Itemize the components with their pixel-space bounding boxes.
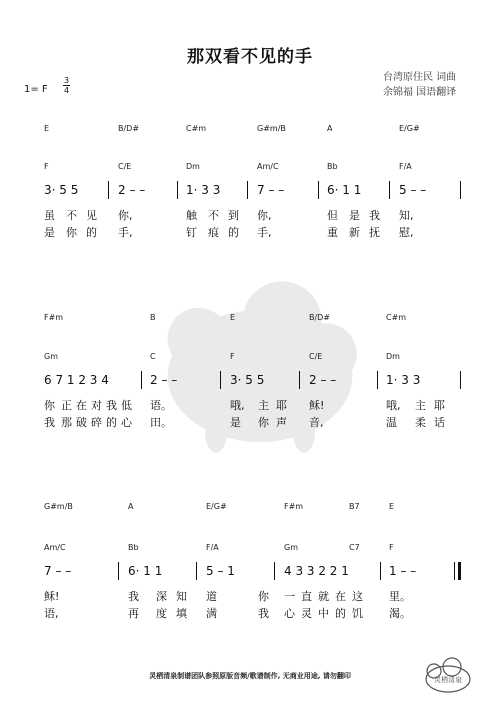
measure-notes: 6· 1 1 bbox=[327, 183, 362, 197]
lyric-verse1: 稣! bbox=[309, 399, 325, 412]
sheep-logo-icon bbox=[422, 655, 474, 695]
lyric-verse1: 一 bbox=[284, 590, 295, 603]
chord-lower: F/A bbox=[206, 543, 219, 552]
final-bar-thin bbox=[454, 562, 455, 580]
lyric-verse1: 道 bbox=[206, 590, 217, 603]
chord-upper: G#m/B bbox=[257, 124, 286, 133]
logo-text: 灵栖清泉 bbox=[434, 676, 462, 684]
chord-lower: Bb bbox=[327, 162, 338, 171]
chord-upper: F#m bbox=[284, 502, 304, 511]
bar-line bbox=[318, 181, 319, 199]
chord-upper: E bbox=[230, 313, 236, 322]
bar-line bbox=[220, 371, 221, 389]
chord-upper: C#m bbox=[186, 124, 207, 133]
lyric-verse1: 这 bbox=[352, 590, 363, 603]
lyric-verse1: 耶 bbox=[434, 399, 445, 412]
measure-notes: 6 7 1 2 3 4 bbox=[44, 373, 109, 387]
bar-line bbox=[380, 562, 381, 580]
lyric-verse2: 满 bbox=[206, 607, 217, 620]
lyric-verse2: 再 bbox=[128, 607, 139, 620]
lyric-verse2: 填 bbox=[176, 607, 187, 620]
lyric-verse2: 手, bbox=[257, 226, 272, 239]
chord-upper: A bbox=[327, 124, 333, 133]
measure-notes: 6· 1 1 bbox=[128, 564, 163, 578]
lyric-verse2: 中 bbox=[318, 607, 329, 620]
lyric-verse2: 话 bbox=[434, 416, 445, 429]
chord-lower: F bbox=[389, 543, 394, 552]
lyric-verse2: 田。 bbox=[150, 416, 172, 429]
lyric-verse1: 你, bbox=[257, 209, 272, 222]
bar-line bbox=[299, 371, 300, 389]
lyric-verse2: 温 bbox=[386, 416, 397, 429]
measure-notes: 3· 5 5 bbox=[230, 373, 265, 387]
lyric-verse1: 知 bbox=[176, 590, 187, 603]
chord-lower: Am/C bbox=[44, 543, 66, 552]
lyric-verse2: 我 bbox=[44, 416, 55, 429]
measure-notes: 5 – – bbox=[399, 183, 427, 197]
chord-upper: B/D# bbox=[118, 124, 140, 133]
lyric-verse1: 直 bbox=[301, 590, 312, 603]
lyric-verse1: 语。 bbox=[150, 399, 172, 412]
final-bar-thick bbox=[458, 562, 461, 580]
lyric-verse1: 在 bbox=[76, 399, 87, 412]
chord-upper: F#m bbox=[44, 313, 64, 322]
bar-line bbox=[460, 181, 461, 199]
lyric-verse1: 见 bbox=[86, 209, 97, 222]
chord-lower: Gm bbox=[284, 543, 298, 552]
lyric-verse1: 不 bbox=[66, 209, 77, 222]
chord-lower: C7 bbox=[349, 543, 360, 552]
lyric-verse1: 我 bbox=[128, 590, 139, 603]
chord-lower: C bbox=[150, 352, 156, 361]
lyric-verse1: 哦, bbox=[230, 399, 245, 412]
measure-notes: 7 – – bbox=[257, 183, 285, 197]
lyric-verse1: 知, bbox=[399, 209, 414, 222]
chord-lower: C/E bbox=[118, 162, 132, 171]
lyric-verse2: 钉 bbox=[186, 226, 197, 239]
lyric-verse2: 抚 bbox=[369, 226, 380, 239]
chord-lower: Dm bbox=[186, 162, 200, 171]
lyric-verse2: 柔 bbox=[415, 416, 426, 429]
lyric-verse1: 虽 bbox=[44, 209, 55, 222]
lyric-verse1: 到 bbox=[228, 209, 239, 222]
lyric-verse2: 心 bbox=[284, 607, 295, 620]
lyric-verse1: 不 bbox=[208, 209, 219, 222]
lyric-verse2: 的 bbox=[335, 607, 346, 620]
bar-line bbox=[108, 181, 109, 199]
bar-line bbox=[196, 562, 197, 580]
lyric-verse2: 我 bbox=[258, 607, 269, 620]
lyric-verse1: 低 bbox=[121, 399, 132, 412]
lyric-verse1: 你 bbox=[258, 590, 269, 603]
chord-lower: F/A bbox=[399, 162, 412, 171]
measure-notes: 3· 5 5 bbox=[44, 183, 79, 197]
bar-line bbox=[247, 181, 248, 199]
song-title: 那双看不见的手 bbox=[187, 47, 313, 67]
lyric-verse2: 灵 bbox=[301, 607, 312, 620]
lyric-verse1: 稣! bbox=[44, 590, 60, 603]
measure-notes: 2 – – bbox=[309, 373, 337, 387]
lyric-verse1: 对 bbox=[91, 399, 102, 412]
chord-upper: B/D# bbox=[309, 313, 331, 322]
lyric-verse1: 主 bbox=[258, 399, 269, 412]
lyric-verse1: 就 bbox=[318, 590, 329, 603]
lyric-verse2: 是 bbox=[44, 226, 55, 239]
lyric-verse1: 但 bbox=[327, 209, 338, 222]
lyric-verse1: 里。 bbox=[389, 590, 411, 603]
chord-lower: F bbox=[230, 352, 235, 361]
chord-lower: Am/C bbox=[257, 162, 279, 171]
lyric-verse1: 耶 bbox=[276, 399, 287, 412]
bar-line bbox=[274, 562, 275, 580]
lyric-verse2: 那 bbox=[61, 416, 72, 429]
lyric-verse1: 我 bbox=[369, 209, 380, 222]
lyric-verse1: 你, bbox=[118, 209, 133, 222]
lyric-verse1: 哦, bbox=[386, 399, 401, 412]
lyric-verse2: 饥 bbox=[352, 607, 363, 620]
sheep-watermark-icon bbox=[150, 255, 370, 475]
measure-notes: 5 – 1 bbox=[206, 564, 235, 578]
lyric-verse2: 语, bbox=[44, 607, 59, 620]
bar-line bbox=[141, 371, 142, 389]
chord-upper: C#m bbox=[386, 313, 407, 322]
lyric-verse1: 正 bbox=[61, 399, 72, 412]
lyric-verse1: 深 bbox=[156, 590, 167, 603]
lyric-verse1: 在 bbox=[335, 590, 346, 603]
bar-line bbox=[460, 371, 461, 389]
chord-upper: B7 bbox=[349, 502, 360, 511]
chord-upper: G#m/B bbox=[44, 502, 73, 511]
time-signature-top: 3 bbox=[63, 76, 70, 85]
lyric-verse1: 我 bbox=[106, 399, 117, 412]
lyric-verse2: 是 bbox=[230, 416, 241, 429]
chord-upper: E bbox=[389, 502, 395, 511]
chord-upper: E/G# bbox=[399, 124, 420, 133]
lyric-verse2: 的 bbox=[228, 226, 239, 239]
chord-lower: Bb bbox=[128, 543, 139, 552]
chord-upper: A bbox=[128, 502, 134, 511]
time-signature bbox=[63, 76, 70, 95]
lyric-verse2: 你 bbox=[66, 226, 77, 239]
chord-lower: Dm bbox=[386, 352, 400, 361]
lyric-verse2: 痕 bbox=[208, 226, 219, 239]
measure-notes: 2 – – bbox=[150, 373, 178, 387]
lyric-verse2: 心 bbox=[121, 416, 132, 429]
chord-lower: Gm bbox=[44, 352, 58, 361]
lyric-verse2: 的 bbox=[86, 226, 97, 239]
chord-upper: B bbox=[150, 313, 156, 322]
measure-notes: 1 – – bbox=[389, 564, 417, 578]
credit-lyrics-music: 台湾原住民 词曲 bbox=[383, 72, 457, 83]
measure-notes: 2 – – bbox=[118, 183, 146, 197]
lyric-verse2: 声 bbox=[276, 416, 287, 429]
lyric-verse2: 度 bbox=[156, 607, 167, 620]
time-signature-bottom: 4 bbox=[63, 86, 70, 95]
credit-translation: 余锦福 国语翻译 bbox=[383, 87, 457, 98]
lyric-verse2: 碎 bbox=[91, 416, 102, 429]
bar-line bbox=[118, 562, 119, 580]
lyric-verse2: 新 bbox=[349, 226, 360, 239]
measure-notes: 1· 3 3 bbox=[386, 373, 421, 387]
bar-line bbox=[177, 181, 178, 199]
lyric-verse1: 是 bbox=[349, 209, 360, 222]
chord-upper: E/G# bbox=[206, 502, 227, 511]
lyric-verse2: 重 bbox=[327, 226, 338, 239]
chord-upper: E bbox=[44, 124, 50, 133]
chord-lower: C/E bbox=[309, 352, 323, 361]
footer-note: 灵栖清泉制谱团队参照原版音频/歌谱制作, 无商业用途, 请勿翻印 bbox=[149, 672, 351, 680]
lyric-verse2: 音, bbox=[309, 416, 324, 429]
lyric-verse1: 你 bbox=[44, 399, 55, 412]
measure-notes: 4 3 3 2 2 1 bbox=[284, 564, 349, 578]
lyric-verse1: 主 bbox=[415, 399, 426, 412]
lyric-verse2: 的 bbox=[106, 416, 117, 429]
measure-notes: 7 – – bbox=[44, 564, 72, 578]
lyric-verse2: 你 bbox=[258, 416, 269, 429]
key-signature: 1= F bbox=[24, 84, 48, 95]
lyric-verse2: 手, bbox=[118, 226, 133, 239]
lyric-verse2: 破 bbox=[76, 416, 87, 429]
bar-line bbox=[389, 181, 390, 199]
bar-line bbox=[377, 371, 378, 389]
chord-lower: F bbox=[44, 162, 49, 171]
lyric-verse2: 慰, bbox=[399, 226, 414, 239]
measure-notes: 1· 3 3 bbox=[186, 183, 221, 197]
lyric-verse1: 触 bbox=[186, 209, 197, 222]
lyric-verse2: 渴。 bbox=[389, 607, 411, 620]
